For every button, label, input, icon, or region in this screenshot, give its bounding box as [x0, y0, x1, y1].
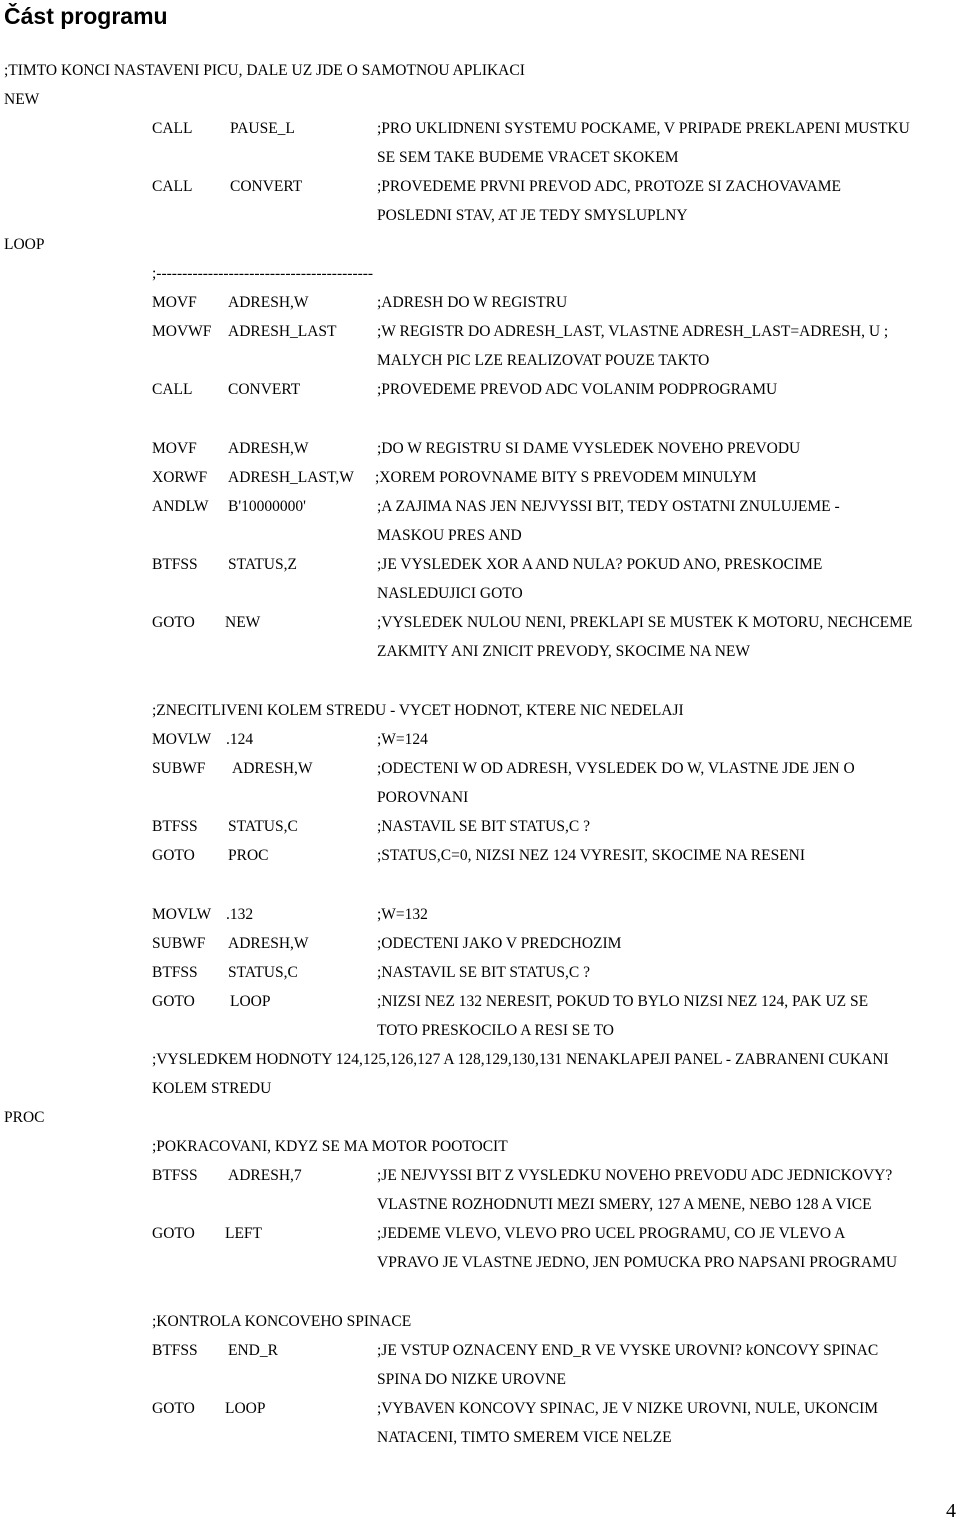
- code-comment: ;NIZSI NEZ 132 NERESIT, POKUD TO BYLO NIZSI NEZ 124, PAK UZ SE: [377, 993, 869, 1010]
- code-comment: ;W=124: [377, 731, 428, 748]
- code-comment: ;W REGISTR DO ADRESH_LAST, VLASTNE ADRESH_LAST=ADRESH, U ;: [377, 323, 889, 340]
- code-opcode: ;ZNECITLIVENI KOLEM STREDU - VYCET HODNOT, KTERE NIC NEDELAJI: [152, 702, 684, 719]
- code-operand: ADRESH_LAST,W: [228, 469, 354, 486]
- code-opcode: CALL: [152, 178, 193, 195]
- code-opcode: GOTO: [152, 614, 195, 631]
- code-opcode: BTFSS: [152, 1167, 198, 1184]
- code-opcode: ;KONTROLA KONCOVEHO SPINACE: [152, 1313, 412, 1330]
- code-operand: LOOP: [225, 1400, 266, 1417]
- code-comment: ;JE VYSLEDEK XOR A AND NULA? POKUD ANO, PRESKOCIME: [377, 556, 823, 573]
- code-comment: ;W=132: [377, 906, 428, 923]
- code-opcode: SUBWF: [152, 935, 206, 952]
- code-operand: STATUS,C: [228, 964, 298, 981]
- code-opcode: MOVWF: [152, 323, 212, 340]
- code-operand: B'10000000': [228, 498, 306, 515]
- code-opcode: XORWF: [152, 469, 208, 486]
- code-operand: CONVERT: [230, 178, 303, 195]
- code-comment: VLASTNE ROZHODNUTI MEZI SMERY, 127 A MENE, NEBO 128 A VICE: [377, 1196, 872, 1213]
- code-comment: VPRAVO JE VLASTNE JEDNO, JEN POMUCKA PRO NAPSANI PROGRAMU: [377, 1254, 898, 1271]
- code-operand: ADRESH_LAST: [228, 323, 337, 340]
- code-comment: TOTO PRESKOCILO A RESI SE TO: [377, 1022, 614, 1039]
- code-comment: ZAKMITY ANI ZNICIT PREVODY, SKOCIME NA NEW: [377, 643, 750, 660]
- code-comment: ;JEDEME VLEVO, VLEVO PRO UCEL PROGRAMU, CO JE VLEVO A: [377, 1225, 846, 1242]
- code-operand: CONVERT: [228, 381, 301, 398]
- code-comment: ;PROVEDEME PREVOD ADC VOLANIM PODPROGRAMU: [377, 381, 778, 398]
- code-opcode: GOTO: [152, 1225, 195, 1242]
- code-comment: ;PRO UKLIDNENI SYSTEMU POCKAME, V PRIPADE PREKLAPENI MUSTKU: [377, 120, 910, 137]
- code-opcode: MOVF: [152, 440, 197, 457]
- code-opcode: CALL: [152, 381, 193, 398]
- code-opcode: MOVLW: [152, 731, 212, 748]
- code-comment: ;ODECTENI W OD ADRESH, VYSLEDEK DO W, VLASTNE JDE JEN O: [377, 760, 855, 777]
- code-opcode: BTFSS: [152, 818, 198, 835]
- page-number: 4: [946, 1500, 956, 1522]
- code-comment: ;XOREM POROVNAME BITY S PREVODEM MINULYM: [375, 469, 757, 486]
- code-comment: NASLEDUJICI GOTO: [377, 585, 523, 602]
- code-opcode: ANDLW: [152, 498, 209, 515]
- code-comment: ;JE NEJVYSSI BIT Z VYSLEDKU NOVEHO PREVODU ADC JEDNICKOVY?: [377, 1167, 893, 1184]
- code-comment: ;ODECTENI JAKO V PREDCHOZIM: [377, 935, 622, 952]
- code-opcode: BTFSS: [152, 556, 198, 573]
- code-comment: ;STATUS,C=0, NIZSI NEZ 124 VYRESIT, SKOCIME NA RESENI: [377, 847, 806, 864]
- code-operand: LEFT: [225, 1225, 263, 1242]
- code-comment: POROVNANI: [377, 789, 469, 806]
- code-opcode: ;POKRACOVANI, KDYZ SE MA MOTOR POOTOCIT: [152, 1138, 508, 1155]
- code-operand: ADRESH,W: [228, 294, 309, 311]
- code-opcode: GOTO: [152, 847, 195, 864]
- code-opcode: SUBWF: [152, 760, 206, 777]
- code-operand: ADRESH,W: [228, 935, 309, 952]
- code-operand: END_R: [228, 1342, 278, 1359]
- code-label: LOOP: [4, 236, 45, 253]
- code-operand: .124: [226, 731, 254, 748]
- code-opcode: ;------------------------------------------: [152, 265, 374, 282]
- code-label: PROC: [4, 1109, 45, 1126]
- code-comment: ;ADRESH DO W REGISTRU: [377, 294, 568, 311]
- code-comment: SPINA DO NIZKE UROVNE: [377, 1371, 567, 1388]
- code-opcode: ;VYSLEDKEM HODNOTY 124,125,126,127 A 128,129,130,131 NENAKLAPEJI PANEL - ZABRANENI CUKANI: [152, 1051, 889, 1068]
- code-opcode: MOVF: [152, 294, 197, 311]
- code-comment: MASKOU PRES AND: [377, 527, 522, 544]
- code-operand: NEW: [225, 614, 261, 631]
- code-label: NEW: [4, 91, 40, 108]
- code-opcode: BTFSS: [152, 964, 198, 981]
- code-comment: ;A ZAJIMA NAS JEN NEJVYSSI BIT, TEDY OSTATNI ZNULUJEME -: [377, 498, 840, 515]
- code-comment: SE SEM TAKE BUDEME VRACET SKOKEM: [377, 149, 679, 166]
- code-opcode: GOTO: [152, 993, 195, 1010]
- code-operand: LOOP: [230, 993, 271, 1010]
- code-comment: ;NASTAVIL SE BIT STATUS,C ?: [377, 818, 590, 835]
- code-opcode: KOLEM STREDU: [152, 1080, 272, 1097]
- code-comment: ;VYSLEDEK NULOU NENI, PREKLAPI SE MUSTEK K MOTORU, NECHCEME: [377, 614, 913, 631]
- code-opcode: BTFSS: [152, 1342, 198, 1359]
- code-comment: ;PROVEDEME PRVNI PREVOD ADC, PROTOZE SI ZACHOVAVAME: [377, 178, 841, 195]
- code-operand: PAUSE_L: [230, 120, 295, 137]
- code-comment: ;NASTAVIL SE BIT STATUS,C ?: [377, 964, 590, 981]
- code-operand: STATUS,Z: [228, 556, 297, 573]
- code-comment: MALYCH PIC LZE REALIZOVAT POUZE TAKTO: [377, 352, 710, 369]
- code-operand: ADRESH,W: [232, 760, 313, 777]
- code-label: ;TIMTO KONCI NASTAVENI PICU, DALE UZ JDE O SAMOTNOU APLIKACI: [4, 62, 525, 79]
- code-operand: STATUS,C: [228, 818, 298, 835]
- code-operand: ADRESH,W: [228, 440, 309, 457]
- code-comment: ;DO W REGISTRU SI DAME VYSLEDEK NOVEHO PREVODU: [377, 440, 801, 457]
- code-comment: NATACENI, TIMTO SMEREM VICE NELZE: [377, 1429, 672, 1446]
- code-comment: POSLEDNI STAV, AT JE TEDY SMYSLUPLNY: [377, 207, 688, 224]
- code-opcode: MOVLW: [152, 906, 212, 923]
- code-operand: .132: [226, 906, 254, 923]
- code-operand: ADRESH,7: [228, 1167, 302, 1184]
- code-opcode: CALL: [152, 120, 193, 137]
- code-operand: PROC: [228, 847, 269, 864]
- code-comment: ;JE VSTUP OZNACENY END_R VE VYSKE UROVNI? kONCOVY SPINAC: [377, 1342, 879, 1359]
- document-title: Část programu: [4, 3, 168, 29]
- code-opcode: GOTO: [152, 1400, 195, 1417]
- code-comment: ;VYBAVEN KONCOVY SPINAC, JE V NIZKE UROVNI, NULE, UKONCIM: [377, 1400, 879, 1417]
